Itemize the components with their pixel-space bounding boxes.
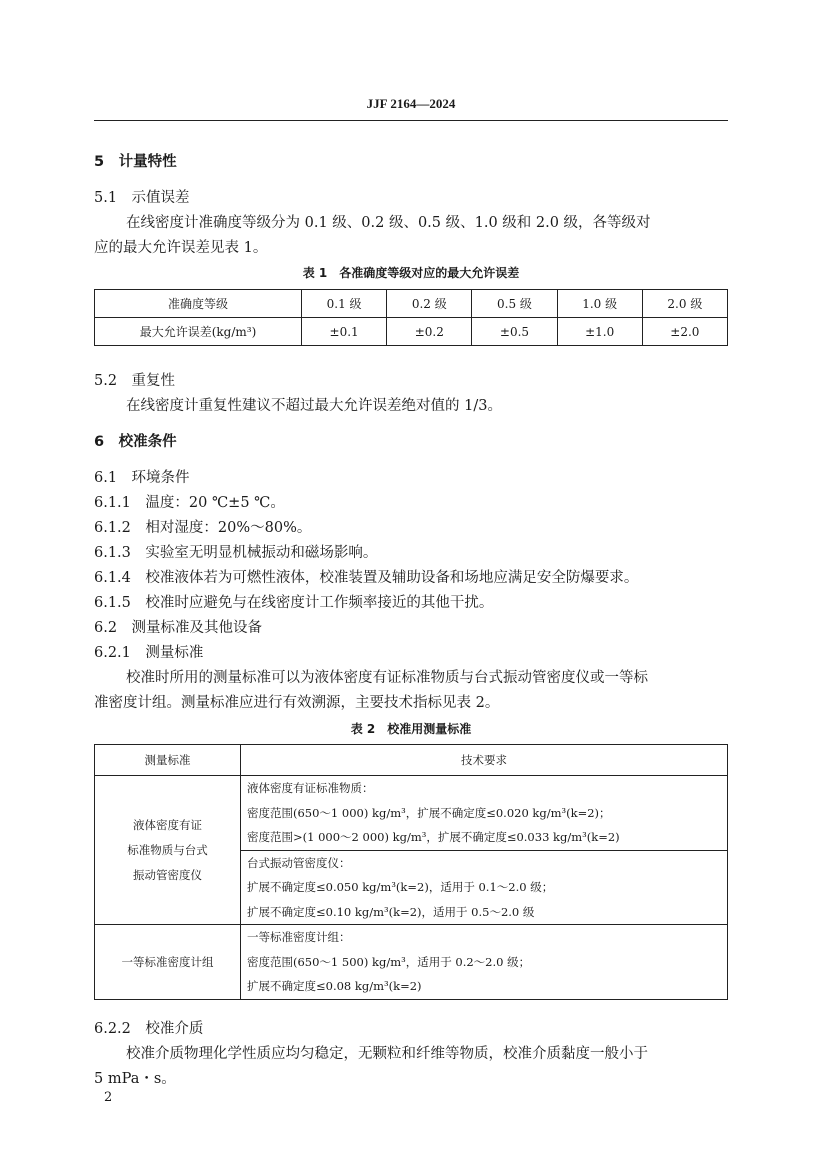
table2-group1-densimeter <box>241 850 728 925</box>
section-6-2-1-paragraph-line2: 准密度计组。测量标准应进行有效溯源，主要技术指标见表 2。 <box>94 695 500 711</box>
section-6-1-title: 6.1 环境条件 <box>94 470 190 486</box>
section-6-2-2-paragraph-line2: 5 mPa・s。 <box>94 1071 176 1087</box>
section-6-1-3: 6.1.3 实验室无明显机械振动和磁场影响。 <box>94 545 378 561</box>
document-header: JJF 2164—2024 <box>366 96 456 111</box>
section-6-1-1: 6.1.1 温度：20 ℃±5 ℃。 <box>94 495 285 511</box>
section-6-title: 6 校准条件 <box>94 434 177 450</box>
table2-text-line: 台式振动管密度仪： <box>247 855 351 870</box>
table2-head-requirement: 技术要求 <box>241 745 728 776</box>
table2-text-line: 扩展不确定度≤0.08 kg/m³(k=2) <box>247 979 422 993</box>
table1-cell: ±0.1 <box>302 318 387 346</box>
section-5-2-paragraph: 在线密度计重复性建议不超过最大允许误差绝对值的 1/3。 <box>126 398 502 414</box>
section-6-1-5: 6.1.5 校准时应避免与在线密度计工作频率接近的其他干扰。 <box>94 595 494 611</box>
table1-head-error: 最大允许误差(kg/m³) <box>95 318 302 346</box>
table2-header-row <box>95 745 728 776</box>
table2-group1-name-line3: 振动管密度仪 <box>133 867 202 882</box>
section-5-1-title: 5.1 示值误差 <box>94 190 190 206</box>
table1-cell: 2.0 级 <box>642 290 727 318</box>
table2-text-line: 密度范围(650～1 000) kg/m³，扩展不确定度≤0.020 kg/m³(k=2)； <box>247 805 611 820</box>
table1-row-grades <box>95 290 728 318</box>
table2-group2-name: 一等标准密度计组 <box>95 925 241 1000</box>
table2-row <box>95 776 728 851</box>
table1-cell: ±2.0 <box>642 318 727 346</box>
table2-text-line: 密度范围(650～1 500) kg/m³，适用于 0.2～2.0 级； <box>247 954 531 969</box>
table2-group1-reference-material <box>241 776 728 851</box>
section-5-1-paragraph-line2: 应的最大允许误差见表 1。 <box>94 240 268 256</box>
table2-text-line: 扩展不确定度≤0.10 kg/m³(k=2)，适用于 0.5～2.0 级 <box>247 904 535 919</box>
section-5-1-paragraph-line1: 在线密度计准确度等级分为 0.1 级、0.2 级、0.5 级、1.0 级和 2.0 级，各等级对 <box>126 215 651 231</box>
table1 <box>94 289 728 346</box>
table2-row <box>95 925 728 1000</box>
header-rule <box>94 120 728 121</box>
table2-group2-hydrometer-set <box>241 925 728 1000</box>
table2-group1-name-line2: 标准物质与台式 <box>127 842 208 857</box>
table1-cell: 1.0 级 <box>557 290 642 318</box>
table1-cell: 0.1 级 <box>302 290 387 318</box>
section-5-title: 5 计量特性 <box>94 154 177 170</box>
table2 <box>94 744 728 1000</box>
section-6-2-1-title: 6.2.1 测量标准 <box>94 645 204 661</box>
table2-group1-name <box>95 776 241 925</box>
table2-head-standard: 测量标准 <box>95 745 241 776</box>
table1-cell: 0.5 级 <box>472 290 557 318</box>
table2-text-line: 一等标准密度计组： <box>247 930 351 944</box>
table2-caption: 表 2 校准用测量标准 <box>350 722 472 736</box>
table1-cell: ±0.2 <box>387 318 472 346</box>
table2-text-line: 液体密度有证标准物质： <box>247 781 374 795</box>
section-6-1-2: 6.1.2 相对湿度：20%～80%。 <box>94 520 312 536</box>
section-6-2-1-paragraph-line1: 校准时所用的测量标准可以为液体密度有证标准物质与台式振动管密度仪或一等标 <box>126 670 648 686</box>
table2-text-line: 扩展不确定度≤0.050 kg/m³(k=2)，适用于 0.1～2.0 级； <box>247 880 554 894</box>
page-number: 2 <box>104 1090 113 1105</box>
table1-caption: 表 1 各准确度等级对应的最大允许误差 <box>302 266 520 280</box>
section-6-2-title: 6.2 测量标准及其他设备 <box>94 620 263 636</box>
section-6-1-4: 6.1.4 校准液体若为可燃性液体，校准装置及辅助设备和场地应满足安全防爆要求。 <box>94 570 639 586</box>
table1-row-errors <box>95 318 728 346</box>
section-5-2-title: 5.2 重复性 <box>94 373 176 389</box>
table1-head-grade: 准确度等级 <box>95 290 302 318</box>
table2-text-line: 密度范围>(1 000～2 000) kg/m³，扩展不确定度≤0.033 kg/m³(k=2) <box>247 830 620 844</box>
table1-cell: ±0.5 <box>472 318 557 346</box>
table2-group1-name-line1: 液体密度有证 <box>133 817 202 832</box>
section-6-2-2-paragraph-line1: 校准介质物理化学性质应均匀稳定，无颗粒和纤维等物质，校准介质黏度一般小于 <box>126 1046 648 1062</box>
table1-cell: 0.2 级 <box>387 290 472 318</box>
section-6-2-2-title: 6.2.2 校准介质 <box>94 1021 204 1037</box>
table1-cell: ±1.0 <box>557 318 642 346</box>
